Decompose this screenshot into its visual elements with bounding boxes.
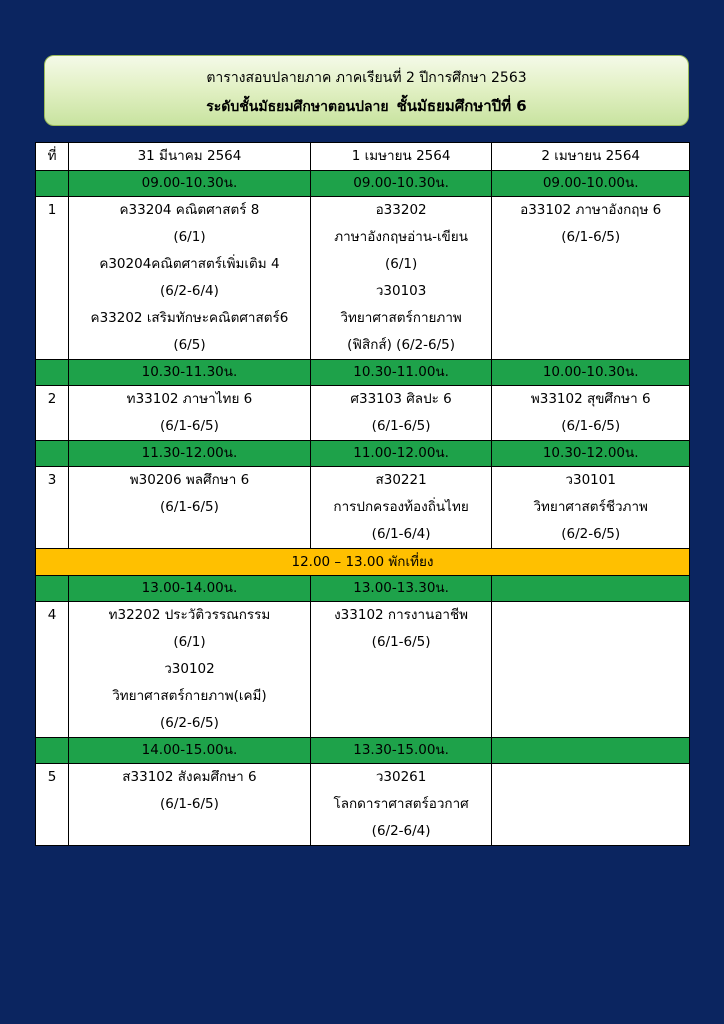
subject-line: ว30101	[565, 472, 616, 488]
subject-line: วิทยาศาสตร์กายภาพ	[340, 310, 462, 326]
time-slot	[492, 576, 690, 602]
time-row-blank	[36, 360, 69, 386]
time-slot: 10.30-12.00น.	[492, 441, 690, 467]
subject-line: (6/5)	[173, 337, 206, 353]
time-row	[36, 576, 690, 602]
subject-line: วิทยาศาสตร์กายภาพ(เคมี)	[112, 688, 267, 704]
subject-row	[36, 602, 690, 738]
subject-cell	[310, 602, 492, 738]
time-row-blank	[36, 576, 69, 602]
subject-line: ท32202 ประวัติวรรณกรรม	[108, 607, 271, 623]
subject-cell	[69, 467, 311, 549]
lunch-row	[36, 549, 690, 576]
title-level: ระดับชั้นมัธยมศึกษาตอนปลาย	[206, 99, 389, 115]
lunch-break: 12.00 – 13.00 พักเที่ยง	[36, 549, 690, 576]
title-line-1: ตารางสอบปลายภาค ภาคเรียนที่ 2 ปีการศึกษา 2563	[206, 70, 527, 86]
subject-line: (6/2-6/5)	[160, 715, 219, 731]
subject-row	[36, 764, 690, 846]
subject-line: ค33202 เสริมทักษะคณิตศาสตร์6	[90, 310, 289, 326]
subject-line: วิทยาศาสตร์ชีวภาพ	[533, 499, 648, 515]
subject-line: (6/1-6/5)	[160, 796, 219, 812]
subject-cell	[69, 764, 311, 846]
subject-line: อ33202	[375, 202, 427, 218]
time-slot: 09.00-10.30น.	[69, 171, 311, 197]
title-box	[44, 55, 689, 126]
subject-cell	[492, 764, 690, 846]
time-slot: 14.00-15.00น.	[69, 738, 311, 764]
subject-line: (ฟิสิกส์) (6/2-6/5)	[347, 337, 456, 353]
header-day-3: 2 เมษายน 2564	[492, 143, 690, 171]
subject-line: (6/2-6/5)	[561, 526, 621, 542]
subject-cell	[492, 386, 690, 441]
time-slot	[492, 738, 690, 764]
subject-line: (6/1-6/5)	[561, 418, 621, 434]
subject-cell	[310, 386, 492, 441]
time-slot: 10.30-11.00น.	[310, 360, 492, 386]
subject-line: พ33102 สุขศึกษา 6	[530, 391, 651, 407]
subject-line: ว30102	[164, 661, 215, 677]
subject-line: (6/1-6/5)	[371, 634, 431, 650]
subject-cell	[69, 602, 311, 738]
subject-row	[36, 197, 690, 360]
period-number: 2	[36, 386, 69, 441]
subject-row	[36, 386, 690, 441]
subject-line: (6/1-6/5)	[160, 499, 219, 515]
subject-cell	[310, 764, 492, 846]
subject-cell	[310, 467, 492, 549]
period-number: 5	[36, 764, 69, 846]
subject-line: (6/1-6/5)	[160, 418, 219, 434]
subject-line: อ33102 ภาษาอังกฤษ 6	[520, 202, 662, 218]
subject-line: ค33204 คณิตศาสตร์ 8	[119, 202, 260, 218]
time-slot: 09.00-10.30น.	[310, 171, 492, 197]
subject-cell	[69, 386, 311, 441]
subject-cell	[492, 467, 690, 549]
time-slot: 13.00-13.30น.	[310, 576, 492, 602]
subject-line: ง33102 การงานอาชีพ	[334, 607, 469, 623]
subject-line: (6/1-6/4)	[371, 526, 431, 542]
subject-line: ส33102 สังคมศึกษา 6	[122, 769, 257, 785]
time-row-blank	[36, 441, 69, 467]
period-number: 3	[36, 467, 69, 549]
subject-line: การปกครองท้องถิ่นไทย	[333, 499, 469, 515]
subject-cell	[310, 197, 492, 360]
subject-line: (6/2-6/4)	[160, 283, 219, 299]
header-day-1: 31 มีนาคม 2564	[69, 143, 311, 171]
header-day-2: 1 เมษายน 2564	[310, 143, 492, 171]
time-slot: 09.00-10.00น.	[492, 171, 690, 197]
time-slot: 13.00-14.00น.	[69, 576, 311, 602]
subject-line: (6/2-6/4)	[371, 823, 431, 839]
subject-line: โลกดาราศาสตร์อวกาศ	[333, 796, 469, 812]
subject-line: ค30204คณิตศาสตร์เพิ่มเติม 4	[99, 256, 280, 272]
exam-schedule-table	[35, 142, 690, 846]
time-slot: 11.00-12.00น.	[310, 441, 492, 467]
title-line-2	[45, 94, 688, 118]
time-slot: 11.30-12.00น.	[69, 441, 311, 467]
time-slot: 10.30-11.30น.	[69, 360, 311, 386]
subject-line: (6/1-6/5)	[561, 229, 621, 245]
time-slot: 13.30-15.00น.	[310, 738, 492, 764]
subject-line: (6/1)	[384, 256, 418, 272]
time-row	[36, 441, 690, 467]
subject-line: ส30221	[375, 472, 427, 488]
subject-line: (6/1)	[173, 229, 206, 245]
subject-line: ว30103	[375, 283, 427, 299]
subject-line: ท33102 ภาษาไทย 6	[126, 391, 253, 407]
time-row	[36, 360, 690, 386]
subject-row	[36, 467, 690, 549]
period-number: 1	[36, 197, 69, 360]
time-row-blank	[36, 738, 69, 764]
time-row	[36, 738, 690, 764]
subject-line: (6/1-6/5)	[371, 418, 431, 434]
subject-cell	[492, 602, 690, 738]
subject-cell	[69, 197, 311, 360]
header-row	[36, 143, 690, 171]
period-number: 4	[36, 602, 69, 738]
subject-line: ภาษาอังกฤษอ่าน-เขียน	[334, 229, 468, 245]
subject-line: ว30261	[375, 769, 427, 785]
subject-cell	[492, 197, 690, 360]
title-grade: ชั้นมัธยมศึกษาปีที่ 6	[396, 97, 527, 115]
time-row-blank	[36, 171, 69, 197]
header-no: ที่	[36, 143, 69, 171]
subject-line: ศ33103 ศิลปะ 6	[350, 391, 452, 407]
subject-line: (6/1)	[173, 634, 206, 650]
time-slot: 10.00-10.30น.	[492, 360, 690, 386]
time-row	[36, 171, 690, 197]
subject-line: พ30206 พลศึกษา 6	[129, 472, 250, 488]
